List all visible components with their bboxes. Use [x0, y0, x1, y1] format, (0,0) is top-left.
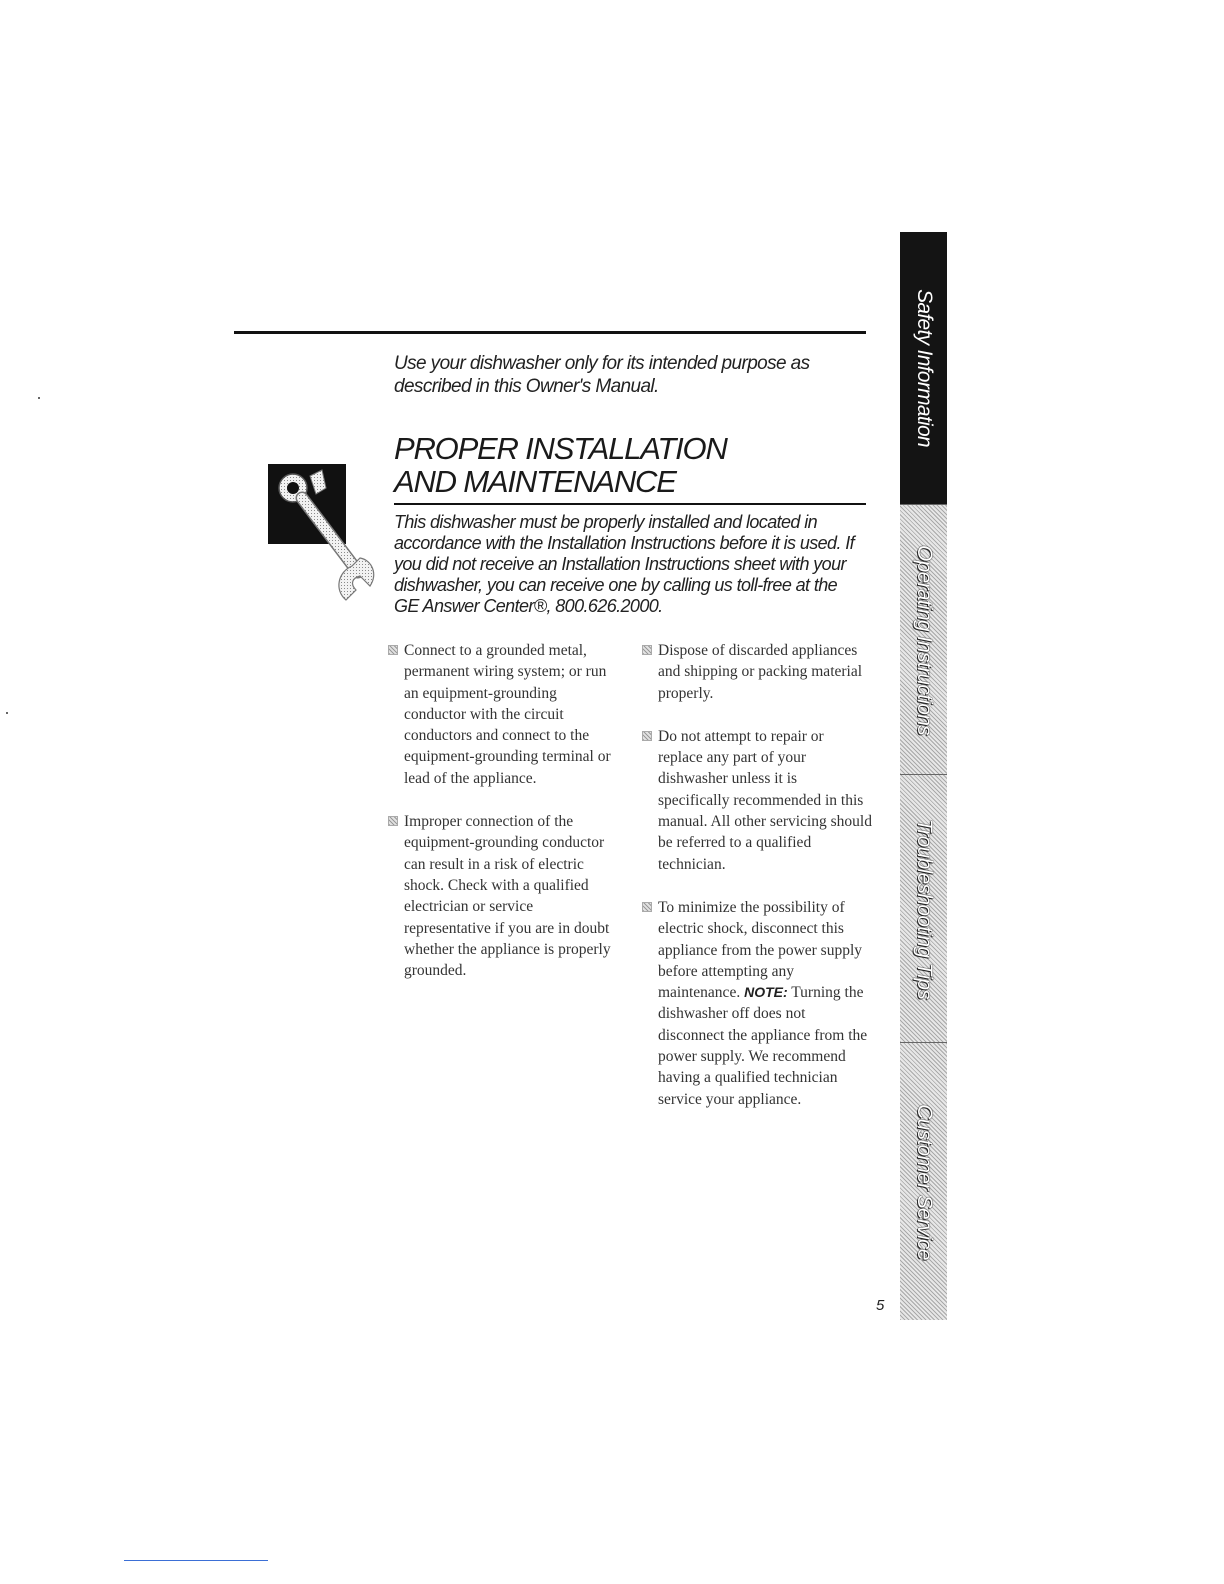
title-rule: [394, 503, 866, 505]
bullet-item: [640, 897, 872, 1110]
bullet-text: To minimize the possibility of electric shock, disconnect this appliance from the power supply before attempting any maintenance.: [658, 898, 863, 1002]
tab-troubleshooting-tips[interactable]: [900, 774, 947, 1042]
section-title: [394, 432, 864, 498]
intro-text: Use your dishwasher only for its intended purpose as described in this Owner's Manual.: [394, 353, 810, 397]
bullet-item: [640, 640, 872, 704]
right-column: [640, 640, 872, 1132]
tab-label: Customer Service: [912, 1103, 936, 1260]
tab-customer-service[interactable]: [900, 1042, 947, 1320]
bullet-text: Connect to a grounded metal, permanent wiring system; or run an equipment-grounding conductor with the circuit conductors and connect to the equipment-grounding terminal or lead of the appliance.: [404, 642, 611, 787]
tab-label: Troubleshooting Tips: [912, 818, 936, 999]
title-line-2: AND MAINTENANCE: [394, 464, 676, 499]
bullet-item: [640, 726, 872, 875]
bullet-item: [386, 640, 622, 789]
speck-mark: [6, 712, 8, 714]
wrench-icon: [272, 468, 382, 604]
lead-paragraph: This dishwasher must be properly installed and located in accordance with the Installation Instructions before it is used. If you did not receive an Installation Instructions sheet with your dishwasher, you can receive one by calling us toll-free at the GE Answer Center®, 800.626.2000.: [394, 512, 855, 616]
note-text: Turning the dishwasher off does not disconnect the appliance from the power supply. We recommend having a qualified technician service your appliance.: [658, 984, 868, 1108]
tab-label: Operating Instructions: [912, 544, 936, 735]
bullet-square-icon: [388, 645, 398, 655]
left-column: [386, 640, 622, 1003]
bullet-text: Dispose of discarded appliances and shipping or packing material properly.: [658, 642, 863, 702]
page-number: 5: [876, 1297, 885, 1314]
tab-label: Safety Information: [912, 289, 936, 447]
bullet-square-icon: [642, 731, 652, 741]
speck-mark: [38, 397, 40, 399]
top-rule: [234, 331, 866, 334]
tab-safety-information[interactable]: [900, 232, 947, 504]
footer-rule: [124, 1560, 268, 1561]
bullet-text: Do not attempt to repair or replace any part of your dishwasher unless it is specifically recommended in this manual. All other servicing should be referred to a qualified technician.: [658, 727, 872, 873]
section-tabs: [900, 232, 947, 1320]
bullet-square-icon: [642, 645, 652, 655]
note-label: NOTE:: [744, 984, 788, 1001]
title-line-1: PROPER INSTALLATION: [394, 431, 727, 466]
bullet-text: Improper connection of the equipment-grounding conductor can result in a risk of electric shock. Check with a qualified electrician or service representative if you are in doubt whether the appliance is properly grounded.: [404, 813, 611, 980]
tab-operating-instructions[interactable]: [900, 504, 947, 774]
bullet-square-icon: [642, 902, 652, 912]
bullet-square-icon: [388, 816, 398, 826]
bullet-item: [386, 811, 622, 981]
